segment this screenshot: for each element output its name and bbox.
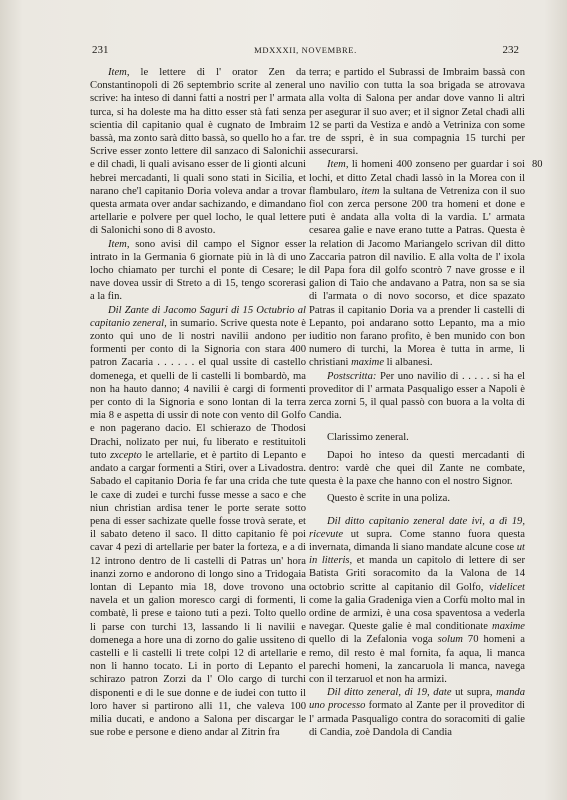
postscript-heading: Postscritta: — [327, 370, 377, 382]
item-italic: Item, — [327, 159, 349, 171]
paragraph-text: come la galia Gradeniga vien a Corfù molto mal in ordine de armizi, è una cosa spaventosa a vederla navegar. Queste galie è mal conditionate — [309, 594, 525, 633]
italic-word: manda uno processo — [309, 687, 525, 712]
paragraph — [90, 238, 306, 304]
paragraph — [309, 66, 525, 158]
italic-word: item — [361, 185, 380, 197]
paragraph — [309, 158, 525, 369]
paragraph — [309, 492, 525, 505]
paragraph-text: 70 homeni a remo, dil resto è mal fornita, fa aqua, li manca parechi homeni, la zancaruola li manca, navega con il terzaruol et non ha armizi. — [309, 634, 525, 685]
letter-heading: Dil ditto zeneral, di 19, date — [327, 687, 452, 699]
italic-word: zxcepto — [110, 449, 142, 461]
paragraph — [309, 686, 525, 739]
paragraph-text: formato al Zante per il proveditor di l' armada Pasqualigo contra do soracomiti di galie di Candia, zoè Dandola di Candia — [309, 700, 525, 738]
margin-number: 80 — [532, 159, 543, 170]
paragraph-text: Dapoi ho inteso da questi mercadanti di dentro: vardè che quei dil Zante ne combate, questa è la paxe che hanno con el nostro Signor. — [309, 449, 525, 488]
letter-heading: Dil ditto capitanio zeneral date ivi, a dì 19, ricevute — [309, 515, 525, 540]
paragraph-text: Per uno navilio di . . . . . si ha el proveditor di l' armata Pasqualigo esser a Napoli è zerca zorni 5, il qual passò con buora a la volta di Candia. — [309, 370, 525, 422]
paragraph — [90, 66, 306, 238]
paragraph-text: la sultana de Vetreniza con il suo fiol con zerca persone 200 tra homeni et done e puti è andata alla volta di la vardia. L' armata cesarea galie e nave erano tutte a Patras. Questa è la relation di Jacomo Mariangelo scrivan dil ditto Zaccaria patron dil navilio. E alla volta de l' ixola dil Papa fora dil golfo scontrò 7 nave grosse e il galion di Taio che andavano a Patra, non sa se sia di l'armata o di novo socorso, et dice spazato Patras il capitanio Doria va a prender li castelli di Lepanto, poi andarano sotto Lepanto, ma a mio iuditio non farano profito, è ben munido con bon numero di turchi, la Morea è tutta in arme, li christiani — [309, 185, 525, 369]
italic-word: videlicet — [489, 581, 525, 593]
paragraph — [309, 370, 525, 423]
salutation: Clarissimo zeneral. — [327, 432, 409, 444]
item-italic: Item, — [108, 67, 130, 78]
paragraph-text: et manda un capitolo di lettere di ser Batista Griti soracomito da la Valona de 14 octobrio scritte al capitanio dil Golfo, — [309, 555, 525, 593]
italic-word: ut in litteris, — [309, 541, 525, 567]
item-italic: Item, — [108, 238, 130, 250]
paragraph-text: li homeni 400 zonseno per guardar i soi lochi, et ditto Zetal chadì lassò in la Morea con il flambularo, — [309, 159, 525, 197]
paragraph-text: terra; e partido el Subrassi de Imbraim bassà con uno navilio con tutta la soa brigada se atrovava alla volta di Salona per andar dove vanno li altri per asegurar il suo aver; et il signor Zetal chadì alli 12 se partì da Vestiza e andò a Vetriniza con some tre de sspri, è in sua compagnia 15 turchi per assecurarsi. — [309, 67, 525, 158]
paragraph-text: le artellarie, et è partito di Lepanto e andato a cargar formenti a Stiri, over a Livadostra. Sabado el capitanio Doria fe far una crida che tute le caxe di zudei e turchi fusse messe a saco e che niun christian ardisa tener le porte serate sotto pena di esser sachizate quelle fosse trovà serate, et il sabato deteno il saco. Il ditto capitanio fè poi cavar 4 pezi di artellarie per bater la forteza, e a di 12 introno dentro de li castelli di Patras un' hora inanzi zorno e andorono di longo sino a Tridogaia lontan di Lepanto mia 18, dove trovono una navela et un galion moresco cargi di formenti, li combatè, li prese e taiono tuti a pezi. Tolto quello li parse con turchi 13, lassando li li navilii e domenega a hore una di zorno do galie ussiteno di castelli e li castelli li trete colpi 12 di artellarie e non li hanno tocato. Li in porto di Lepanto el schirazo patron Zorzi da l' Olo cargo di turchi disponenti e di le sue donne e de iudei con tutto il loro haver si partirono alli 11, che valeva 100 milia ducati, e andono a Salona per discargar le sue robe e persone e dieno andar al Zitrin fra — [90, 449, 306, 739]
paragraph-text: le lettere di l' orator Zen da Constantinopoli di 26 septembrio scrite al zeneral scrive: ha inteso di danni fatti a nostri per l' armata turca, si ha doleste ma ha ditto esser stà fati senza scientia dil capitanio qual è cugnato de Imbraim bassà, ma zonto sarà ditto bassà, so quello ho a far. Scrive esser zonto lettere dil sanzaco di Salonichii e dil chadì, li quali avisano esser de li gionti alcuni hebrei mercadanti, li quali sono stati in Sicilia, et narano che'l capitanio Doria voleva andar a trovar questa armata over andar sachizando, e dimandano artellarie e polvere per quel locho, le qual lettere di Salonichi sono di 8 avosto. — [90, 67, 306, 237]
letter-heading: Dil Zante di Jacomo Saguri di 15 Octubrio al capitanio zeneral, — [90, 304, 306, 329]
paragraph-text: ut supra. Come stanno fuora questa invernata, dimanda li siano mandate alcune cose — [309, 528, 525, 553]
page-number-right: 232 — [502, 44, 519, 56]
paragraph — [309, 515, 525, 687]
paragraph-text: li albanesi. — [384, 357, 433, 369]
page-header — [92, 40, 519, 58]
paragraph — [309, 449, 525, 489]
paragraph-text: sono avisi dil campo el Signor esser intrato in la Germania 6 giornate più in là di uno locho chiamato per turchi el ponte di Cesare; le nave dovea ussir di Streto a dì 15, tengo scorerasi a la fin. — [90, 238, 306, 303]
paragraph-text: in sumario. Scrive questa note è zonto qui uno de li nostri navilii andono per formenti per conto di la Signoria con stara 400 patron Zacaria . . . . . . el qual ussite di castello domenega, et quelli de li castelli li bombardò, ma non ha hauto danno; 4 navilii è cargi di formenti per conto di la Signoria e sono lontan di la terra mia 8 e aspetta di ussir di note con vento dil Golfo e non pagerano dacio. El schierazo de Thodosi Drachi, nolizato per nui, fu liberato e restituitoli tuto — [90, 317, 306, 461]
italic-word: solum — [437, 634, 463, 646]
italic-word: maxime — [492, 621, 525, 633]
right-column — [309, 66, 525, 739]
paragraph — [90, 304, 306, 740]
paragraph-text: Questo è scrite in una poliza. — [327, 493, 450, 505]
paragraph-text: quello di la Zefalonia voga — [309, 634, 438, 646]
paragraph-text: ut supra, — [451, 687, 497, 699]
running-title: MDXXXII, NOVEMBRE. — [254, 45, 357, 55]
left-column — [90, 66, 306, 739]
italic-word: maxime — [351, 357, 385, 369]
page-number-left: 231 — [92, 44, 109, 56]
